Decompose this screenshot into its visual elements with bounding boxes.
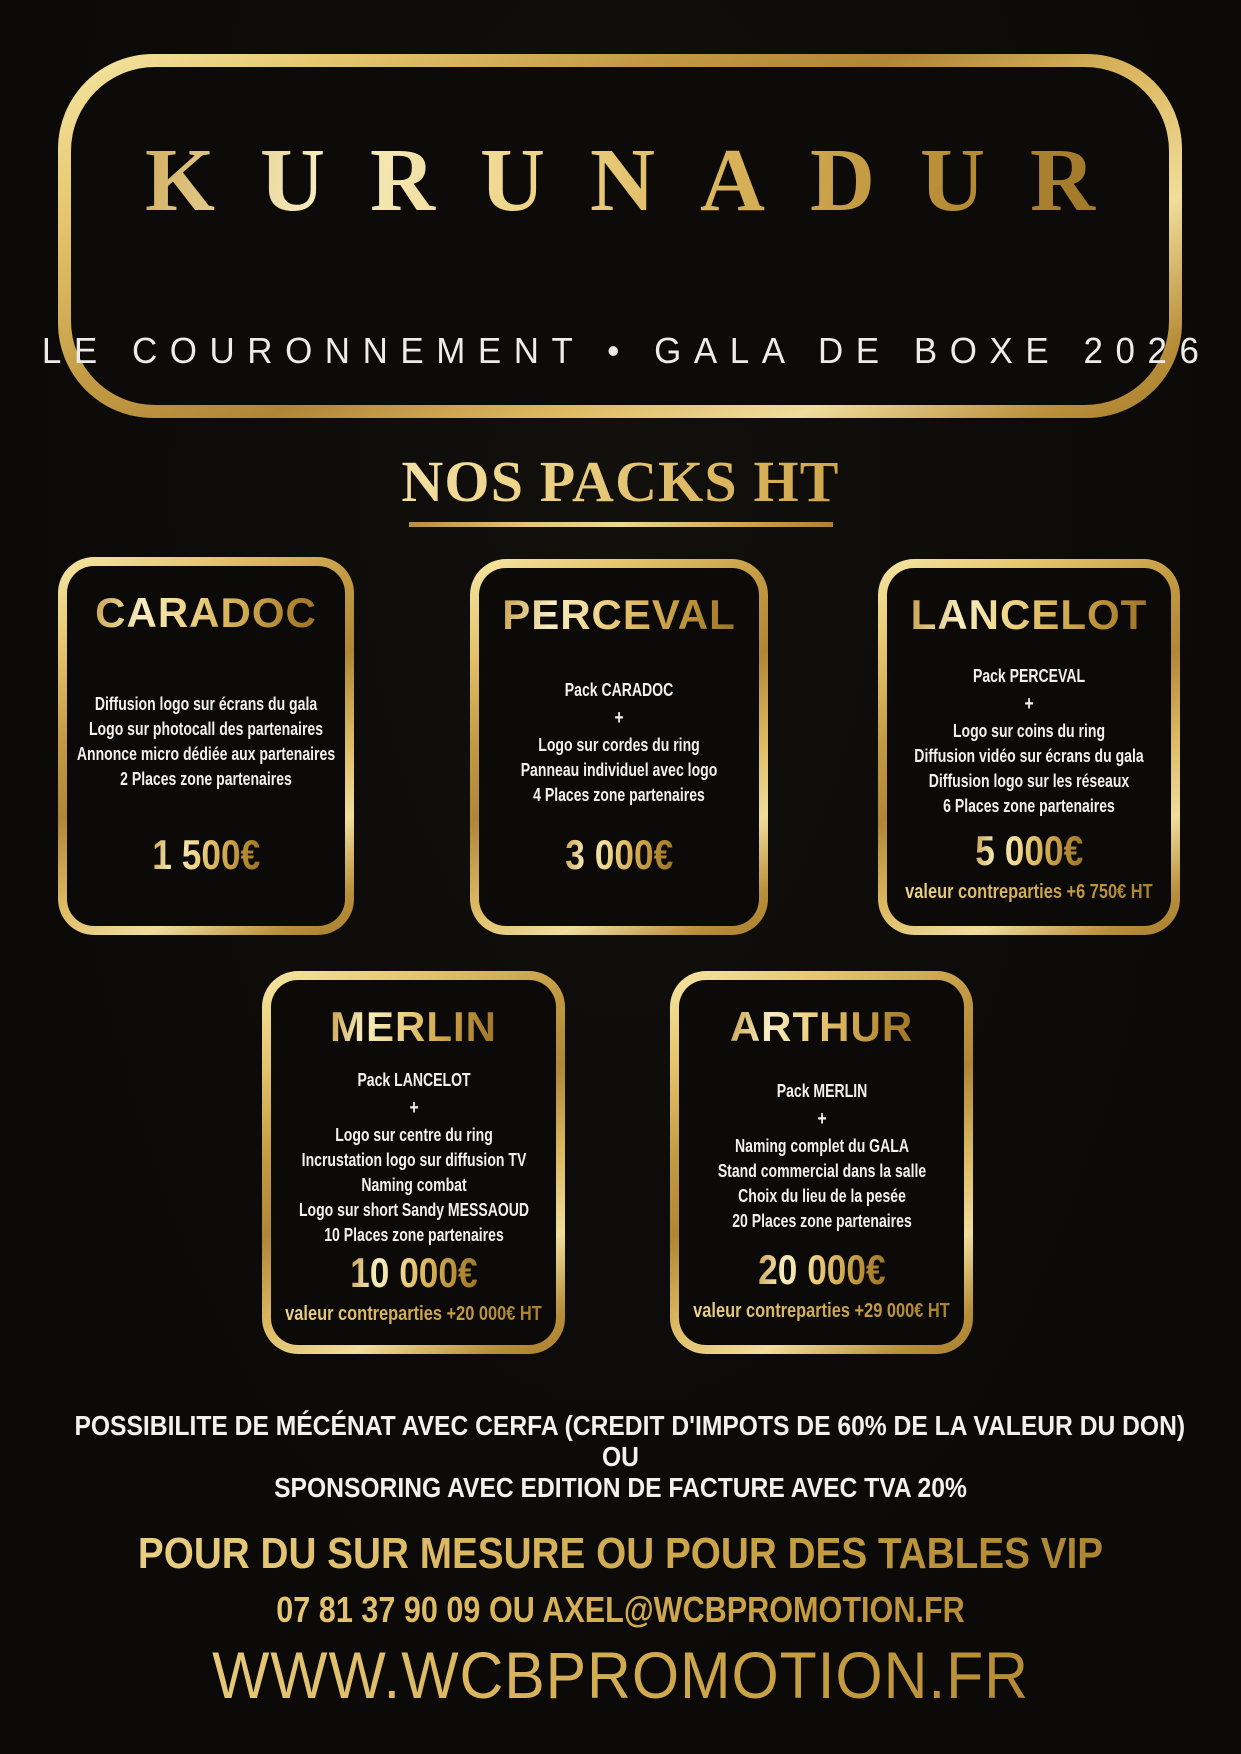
pack-feature: Annonce micro dédiée aux partenaires [76, 744, 336, 764]
pack-name: MERLIN [330, 1003, 497, 1050]
pack-feature: 4 Places zone partenaires [533, 785, 705, 805]
pack-feature: 20 Places zone partenaires [731, 1211, 912, 1231]
pack-feature: Logo sur cordes du ring [538, 735, 700, 755]
pack-details [817, 638, 1241, 826]
pack-card [470, 559, 768, 935]
header-inner [41, 67, 1212, 405]
event-title: KURUNADUR [100, 133, 1140, 229]
section-title: NOS PACKS HT [0, 450, 1241, 514]
pack-feature: Naming complet du GALA [734, 1136, 909, 1156]
pack-price: 5 000€ [975, 827, 1083, 874]
pack-card-inner [479, 568, 759, 926]
pack-feature: Logo sur coins du ring [952, 720, 1106, 741]
pack-features [717, 1134, 925, 1234]
pack-details [609, 1050, 1035, 1245]
pack-feature: Choix du lieu de la pesée [737, 1186, 906, 1206]
pack-feature: Diffusion logo sur écrans du gala [94, 694, 318, 714]
pack-name: LANCELOT [910, 591, 1148, 638]
pack-price: 20 000€ [757, 1246, 886, 1293]
pack-details [201, 1050, 627, 1248]
pack-feature: Logo sur short Sandy MESSAOUD [298, 1200, 529, 1220]
pack-note: valeur contreparties +29 000€ HT [693, 1300, 950, 1322]
legal-block [0, 1410, 1241, 1503]
pack-card-inner [679, 980, 964, 1345]
pack-card [670, 971, 973, 1354]
pack-card-inner [271, 980, 556, 1345]
pack-feature: 2 Places zone partenaires [120, 769, 292, 789]
pack-base-label: Pack CARADOC [564, 680, 674, 700]
pack-card [262, 971, 565, 1354]
pack-features [77, 692, 335, 792]
pack-card-inner [67, 566, 345, 926]
pack-details [0, 636, 413, 830]
pack-feature: 6 Places zone partenaires [943, 795, 1115, 816]
pack-feature: Stand commercial dans la salle [717, 1161, 926, 1181]
section-title-underline [409, 522, 833, 527]
pack-feature: Panneau individuel avec logo [520, 760, 718, 780]
pack-feature: Logo sur photocall des partenaires [88, 719, 324, 739]
contact-line: 07 81 37 90 09 OU AXEL@WCBPROMOTION.FR [93, 1590, 1148, 1630]
pack-name: PERCEVAL [502, 591, 736, 638]
pack-feature: 10 Places zone partenaires [323, 1225, 504, 1245]
pack-note: valeur contreparties +6 750€ HT [905, 881, 1153, 903]
event-subtitle: LE COURONNEMENT • GALA DE BOXE 2026 [41, 330, 1212, 372]
pack-feature: Diffusion vidéo sur écrans du gala [914, 745, 1144, 766]
pack-base-label: Pack PERCEVAL [972, 665, 1086, 686]
pack-feature: Diffusion logo sur les réseaux [928, 770, 1130, 791]
pack-details [410, 638, 828, 830]
legal-line-3: SPONSORING AVEC EDITION DE FACTURE AVEC TVA 20% [274, 1472, 967, 1503]
pack-name: ARTHUR [729, 1003, 914, 1050]
pack-price: 1 500€ [152, 831, 260, 878]
pack-note: valeur contreparties +20 000€ HT [285, 1303, 542, 1325]
pack-base-label: Pack MERLIN [776, 1081, 867, 1101]
pack-card [58, 557, 354, 935]
pack-features [521, 733, 718, 808]
pack-card-inner [887, 568, 1171, 926]
website-line: WWW.WCBPROMOTION.FR [50, 1640, 1192, 1710]
pack-name: CARADOC [95, 589, 317, 636]
pack-features [298, 1123, 528, 1248]
legal-line-2: OU [602, 1441, 639, 1472]
pack-price: 10 000€ [349, 1249, 478, 1296]
pack-features [914, 719, 1143, 819]
pack-card [878, 559, 1180, 935]
pack-feature: Incrustation logo sur diffusion TV [301, 1150, 526, 1170]
pack-feature: Logo sur centre du ring [334, 1125, 493, 1145]
pack-base-label: Pack LANCELOT [356, 1070, 471, 1090]
cta-line: POUR DU SUR MESURE OU POUR DES TABLES VIP [74, 1530, 1166, 1578]
plus-sign: + [614, 707, 624, 729]
legal-line-1: POSSIBILITE DE MÉCÉNAT AVEC CERFA (CREDIT D'IMPOTS DE 60% DE LA VALEUR DU DON) [74, 1410, 1186, 1441]
plus-sign: + [1024, 692, 1034, 715]
header-frame [41, 54, 1212, 418]
plus-sign: + [816, 1108, 827, 1130]
pack-feature: Naming combat [360, 1175, 467, 1195]
plus-sign: + [408, 1097, 419, 1119]
pack-price: 3 000€ [565, 831, 673, 878]
